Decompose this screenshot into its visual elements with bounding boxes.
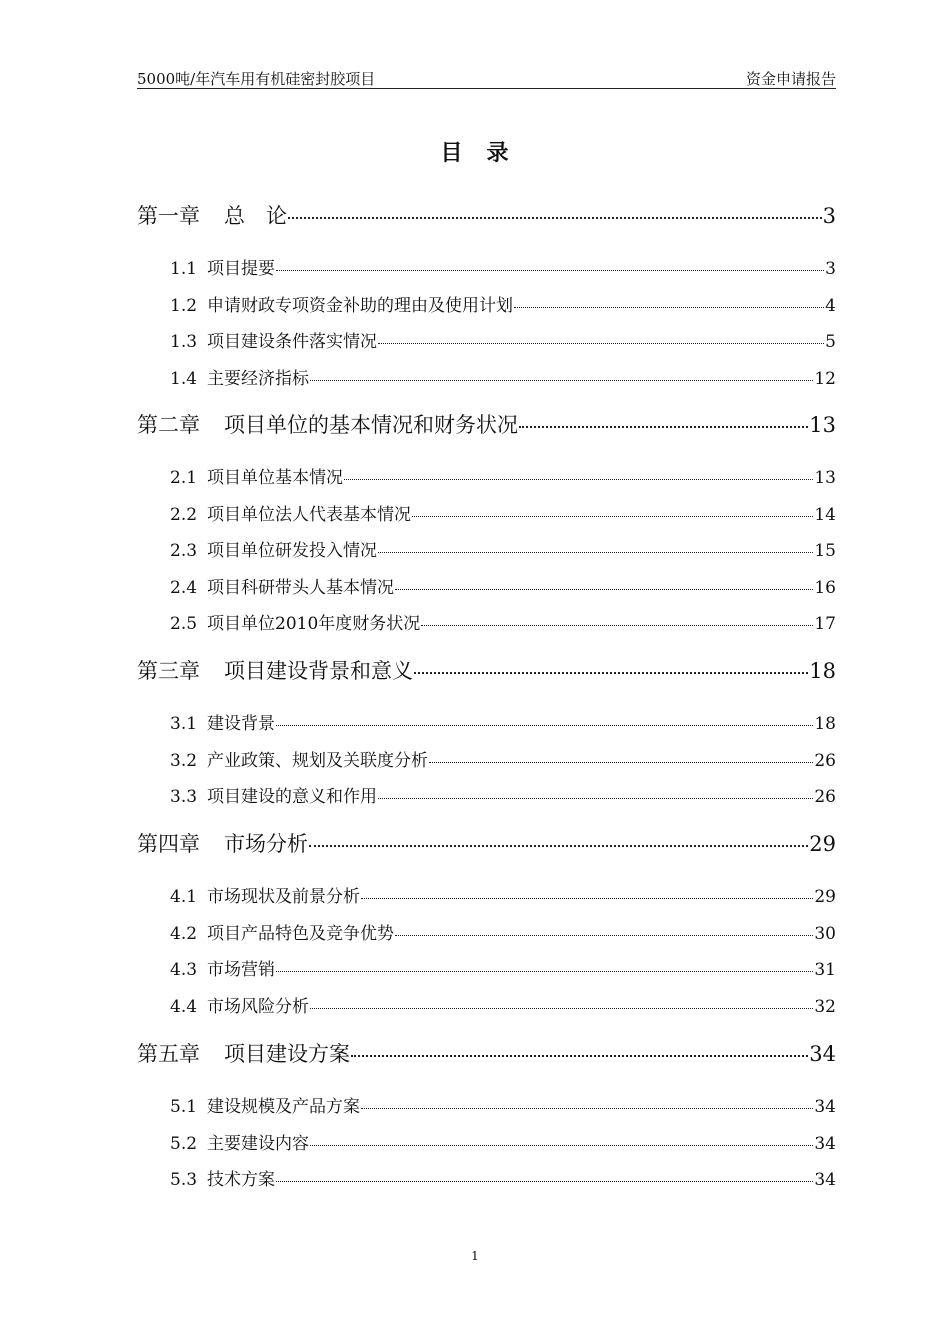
toc-leader-dots	[514, 306, 824, 308]
toc-entry-page: 14	[814, 504, 836, 525]
toc-section-entry[interactable]	[170, 1092, 836, 1117]
toc-entry-label: 项目单位基本情况	[207, 468, 344, 488]
toc-section-entry[interactable]	[170, 782, 836, 807]
toc-section-entry[interactable]	[170, 609, 836, 634]
toc-leader-dots	[414, 671, 808, 674]
toc-section-entry[interactable]	[170, 1165, 836, 1190]
toc-entry-page: 34	[814, 1097, 836, 1117]
toc-entry-number: 4.1	[170, 887, 198, 907]
toc-leader-dots	[276, 724, 813, 726]
toc-entry-page: 34	[809, 1042, 836, 1066]
toc-entry-label: 市场风险分析	[207, 996, 310, 1017]
toc-entry-number: 3.1	[170, 714, 198, 734]
toc-entry-number: 2.4	[170, 577, 198, 598]
toc-section-entry[interactable]	[170, 882, 836, 907]
toc-chapter-entry[interactable]	[137, 1038, 836, 1068]
toc-leader-dots	[276, 1180, 813, 1182]
toc-entry-label: 主要经济指标	[207, 368, 310, 389]
toc-entry-label: 项目建设条件落实情况	[207, 332, 378, 352]
toc-entry-number: 2.1	[170, 468, 198, 488]
toc-entry-page: 5	[825, 332, 836, 352]
toc-entry-label: 项目科研带头人基本情况	[207, 577, 395, 598]
toc-entry-number: 4.3	[170, 960, 198, 980]
toc-section-entry[interactable]	[170, 536, 836, 561]
toc-section-entry[interactable]	[170, 992, 836, 1017]
page-header	[137, 66, 836, 89]
toc-entry-page: 16	[814, 577, 836, 598]
toc-entry-number: 1.4	[170, 368, 198, 389]
toc-section-entry[interactable]	[170, 463, 836, 488]
toc-entry-page: 31	[814, 960, 836, 980]
toc-entry-number: 5.3	[170, 1170, 198, 1190]
toc-entry-page: 30	[814, 923, 836, 944]
toc-entry-label: 项目提要	[207, 259, 276, 279]
toc-entry-label: 产业政策、规划及关联度分析	[207, 750, 429, 771]
toc-leader-dots	[519, 425, 808, 428]
toc-section-entry[interactable]	[170, 919, 836, 944]
toc-entry-number: 1.3	[170, 332, 198, 352]
toc-entry-page: 4	[825, 295, 836, 316]
page-number: 1	[471, 1249, 479, 1263]
toc-leader-dots	[395, 588, 813, 590]
toc-leader-dots	[361, 1107, 813, 1109]
header-project-title: 5000吨/年汽车用有机硅密封胶项目	[137, 70, 376, 88]
toc-entry-number: 5.2	[170, 1133, 198, 1154]
toc-entry-page: 15	[814, 541, 836, 561]
toc-entry-label: 申请财政专项资金补助的理由及使用计划	[207, 295, 514, 316]
toc-entry-page: 13	[809, 413, 836, 437]
toc-chapter-entry[interactable]	[137, 409, 836, 439]
toc-entry-number: 第三章	[137, 659, 200, 683]
toc-leader-dots	[276, 970, 813, 972]
toc-entry-number: 4.4	[170, 996, 198, 1017]
toc-entry-label: 项目产品特色及竞争优势	[207, 923, 395, 944]
toc-section-entry[interactable]	[170, 746, 836, 771]
toc-entry-page: 29	[814, 887, 836, 907]
toc-entry-label: 项目单位研发投入情况	[207, 541, 378, 561]
toc-section-entry[interactable]	[170, 573, 836, 598]
toc-entry-page: 3	[822, 204, 836, 228]
toc-leader-dots	[412, 515, 813, 517]
toc-entry-label: 项目单位2010年度财务状况	[207, 614, 421, 634]
toc-entry-number: 2.3	[170, 541, 198, 561]
toc-entry-page: 26	[814, 750, 836, 771]
toc-entry-label: 市场分析	[224, 832, 308, 856]
toc-entry-label: 项目建设的意义和作用	[207, 787, 378, 807]
toc-leader-dots	[378, 797, 813, 799]
toc-leader-dots	[361, 897, 813, 899]
toc-entry-number: 2.2	[170, 504, 198, 525]
toc-entry-number: 3.2	[170, 750, 198, 771]
toc-entry-label: 项目单位的基本情况和财务状况	[224, 413, 518, 437]
toc-entry-number: 3.3	[170, 787, 198, 807]
toc-entry-number: 5.1	[170, 1097, 198, 1117]
toc-leader-dots	[395, 934, 813, 936]
toc-entry-label: 主要建设内容	[207, 1133, 310, 1154]
toc-section-entry[interactable]	[170, 327, 836, 352]
toc-section-entry[interactable]	[170, 291, 836, 316]
toc-section-entry[interactable]	[170, 709, 836, 734]
toc-leader-dots	[276, 269, 824, 271]
toc-leader-dots	[378, 342, 824, 344]
toc-entry-page: 12	[814, 368, 836, 389]
toc-entry-page: 17	[814, 614, 836, 634]
toc-leader-dots	[421, 624, 813, 626]
toc-chapter-entry[interactable]	[137, 828, 836, 858]
toc-leader-dots	[344, 478, 813, 480]
header-report-type: 资金申请报告	[745, 70, 836, 88]
toc-entry-number: 第五章	[137, 1042, 200, 1066]
toc-entry-number: 第二章	[137, 413, 200, 437]
toc-leader-dots	[378, 551, 813, 553]
toc-section-entry[interactable]	[170, 500, 836, 525]
toc-section-entry[interactable]	[170, 364, 836, 389]
toc-entry-label: 项目建设方案	[224, 1042, 350, 1066]
toc-entry-page: 3	[825, 259, 836, 279]
toc-chapter-entry[interactable]	[137, 200, 836, 230]
toc-entry-label: 技术方案	[207, 1170, 276, 1190]
toc-entry-number: 第四章	[137, 832, 200, 856]
toc-entry-label: 建设规模及产品方案	[207, 1097, 361, 1117]
toc-leader-dots	[309, 844, 808, 847]
toc-section-entry[interactable]	[170, 955, 836, 980]
toc-entry-label: 市场营销	[207, 960, 276, 980]
toc-entry-label: 市场现状及前景分析	[207, 887, 361, 907]
toc-leader-dots	[288, 216, 822, 219]
toc-entry-label: 项目建设背景和意义	[224, 659, 413, 683]
toc-entry-page: 13	[814, 468, 836, 488]
toc-entry-page: 32	[814, 996, 836, 1017]
toc-leader-dots	[310, 1144, 813, 1146]
toc-entry-page: 18	[814, 714, 836, 734]
toc-section-entry[interactable]	[170, 1129, 836, 1154]
toc-section-entry[interactable]	[170, 254, 836, 279]
toc-entry-number: 第一章	[137, 204, 200, 228]
toc-entry-label: 建设背景	[207, 714, 276, 734]
toc-leader-dots	[429, 761, 813, 763]
toc-entry-page: 29	[809, 832, 836, 856]
toc-chapter-entry[interactable]	[137, 655, 836, 685]
toc-title: 目 录	[440, 140, 510, 166]
toc-entry-label: 总 论	[224, 204, 287, 228]
toc-leader-dots	[310, 379, 813, 381]
toc-entry-page: 18	[809, 659, 836, 683]
toc-leader-dots	[351, 1054, 808, 1057]
toc-entry-page: 26	[814, 787, 836, 807]
toc-entry-number: 2.5	[170, 614, 198, 634]
toc-entry-number: 1.1	[170, 259, 198, 279]
toc-entry-number: 4.2	[170, 923, 198, 944]
toc-entry-page: 34	[814, 1133, 836, 1154]
toc-entry-label: 项目单位法人代表基本情况	[207, 504, 412, 525]
toc-entry-page: 34	[814, 1170, 836, 1190]
toc-entry-number: 1.2	[170, 295, 198, 316]
toc-leader-dots	[310, 1007, 813, 1009]
